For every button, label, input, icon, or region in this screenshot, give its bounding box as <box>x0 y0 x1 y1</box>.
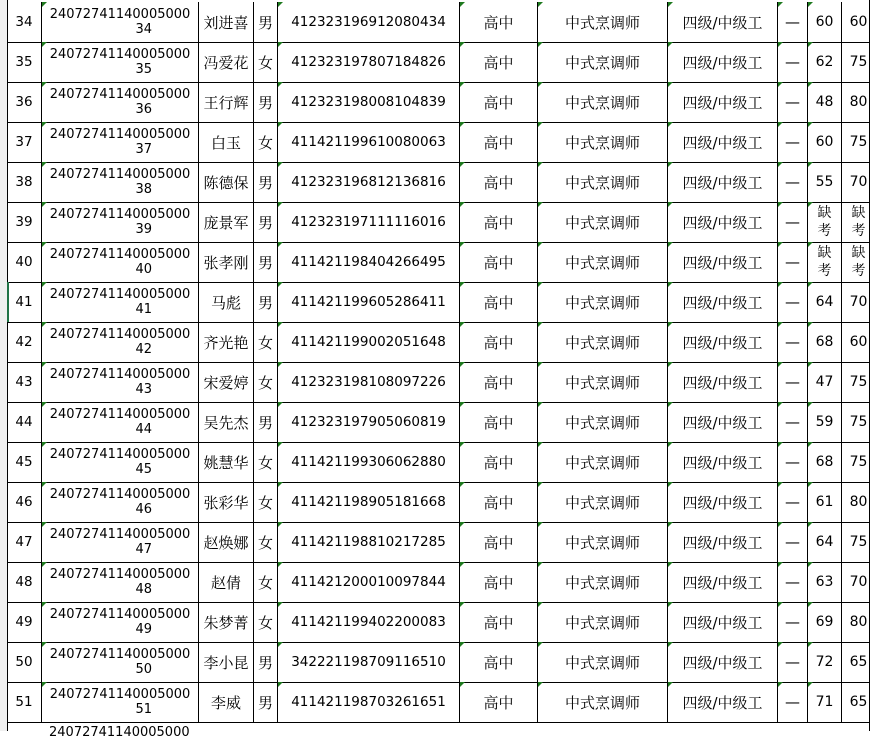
name-cell[interactable]: 吴先杰 <box>199 402 254 442</box>
name-cell[interactable]: 宋爱婷 <box>199 362 254 402</box>
score-theory-cell[interactable] <box>808 682 842 722</box>
level-cell[interactable]: 四级/中级工 <box>668 482 778 522</box>
registration-id-line2: 43 <box>135 382 152 397</box>
id-card-cell[interactable]: 411421198810217285 <box>278 522 460 562</box>
occupation-cell[interactable]: 中式烹调师 <box>538 402 668 442</box>
score-value: 75 <box>849 374 868 390</box>
id-card-cell[interactable]: 412323198008104839 <box>278 82 460 122</box>
score-value: 60 <box>815 14 834 30</box>
score-value: 55 <box>815 174 834 190</box>
dash-cell[interactable]: — <box>778 442 808 482</box>
dash-cell[interactable]: — <box>778 42 808 82</box>
registration-id-line2: 51 <box>135 702 152 717</box>
registration-id-line1: 24072741140005000 <box>49 7 191 22</box>
id-card-cell[interactable]: 412323197905060819 <box>278 402 460 442</box>
score-value: 60 <box>849 14 868 30</box>
gender-cell[interactable]: 男 <box>254 402 278 442</box>
score-value: 48 <box>815 94 834 110</box>
score-theory-cell[interactable] <box>808 642 842 682</box>
id-card-cell[interactable]: 411421199610080063 <box>278 122 460 162</box>
education-cell[interactable]: 高中 <box>460 2 538 42</box>
id-card-cell[interactable]: 412323198108097226 <box>278 362 460 402</box>
registration-id-cell[interactable] <box>42 402 199 442</box>
score-theory-cell[interactable] <box>808 562 842 602</box>
name-cell[interactable]: 李小昆 <box>199 642 254 682</box>
score-value: 60 <box>815 134 834 150</box>
score-theory-cell[interactable] <box>808 42 842 82</box>
name-cell[interactable]: 冯爱花 <box>199 42 254 82</box>
registration-id-line1: 24072741140005000 <box>49 207 191 222</box>
registration-id-line2: 44 <box>135 422 152 437</box>
registration-id-line2: 49 <box>135 622 152 637</box>
table-row[interactable] <box>7 402 869 443</box>
occupation-cell[interactable]: 中式烹调师 <box>538 202 668 242</box>
table-row[interactable] <box>7 562 869 603</box>
level-cell[interactable]: 四级/中级工 <box>668 322 778 362</box>
registration-id-line1: 24072741140005000 <box>49 567 191 582</box>
registration-id-line2: 50 <box>135 662 152 677</box>
partial-id-cell: 24072741140005000 <box>49 725 190 740</box>
score-value: 75 <box>849 534 868 550</box>
registration-id-line2: 40 <box>135 262 152 277</box>
score-value: 70 <box>849 294 868 310</box>
registration-id-line1: 24072741140005000 <box>49 447 191 462</box>
registration-id-line1: 24072741140005000 <box>49 167 191 182</box>
score-theory-cell[interactable] <box>808 322 842 362</box>
row-number-cell[interactable]: 40 <box>7 242 42 282</box>
score-value: 75 <box>849 134 868 150</box>
occupation-cell[interactable]: 中式烹调师 <box>538 2 668 42</box>
score-value: 80 <box>849 614 868 630</box>
name-cell[interactable]: 刘进喜 <box>199 2 254 42</box>
level-cell[interactable]: 四级/中级工 <box>668 162 778 202</box>
dash-cell[interactable]: — <box>778 162 808 202</box>
dash-cell[interactable]: — <box>778 602 808 642</box>
registration-id-cell[interactable] <box>42 562 199 602</box>
dash-cell[interactable]: — <box>778 202 808 242</box>
score-theory-cell[interactable] <box>808 242 842 282</box>
id-card-cell[interactable]: 411421199402200083 <box>278 602 460 642</box>
score-theory-cell[interactable] <box>808 122 842 162</box>
occupation-cell[interactable]: 中式烹调师 <box>538 482 668 522</box>
gender-cell[interactable]: 男 <box>254 642 278 682</box>
score-theory-cell[interactable] <box>808 362 842 402</box>
registration-id-line1: 24072741140005000 <box>49 87 191 102</box>
gender-cell[interactable]: 女 <box>254 602 278 642</box>
id-card-cell[interactable]: 412323197807184826 <box>278 42 460 82</box>
dash-cell[interactable]: — <box>778 122 808 162</box>
dash-cell[interactable]: — <box>778 682 808 722</box>
occupation-cell[interactable]: 中式烹调师 <box>538 42 668 82</box>
table-row[interactable] <box>7 162 869 203</box>
table-row[interactable] <box>7 682 869 723</box>
dash-cell[interactable]: — <box>778 482 808 522</box>
table-row[interactable] <box>7 322 869 363</box>
registration-id-line2: 39 <box>135 222 152 237</box>
registration-id-cell[interactable] <box>42 482 199 522</box>
name-cell[interactable]: 朱梦菁 <box>199 602 254 642</box>
id-card-cell[interactable]: 411421198905181668 <box>278 482 460 522</box>
occupation-cell[interactable]: 中式烹调师 <box>538 82 668 122</box>
score-value: 65 <box>849 694 868 710</box>
row-number-cell[interactable]: 46 <box>7 482 42 522</box>
dash-cell[interactable]: — <box>778 362 808 402</box>
registration-id-line2: 47 <box>135 542 152 557</box>
registration-id-line1: 24072741140005000 <box>49 247 191 262</box>
table-row[interactable] <box>7 202 869 243</box>
score-value: 缺 考 <box>851 205 866 239</box>
name-cell[interactable]: 姚慧华 <box>199 442 254 482</box>
registration-id-cell[interactable] <box>42 202 199 242</box>
occupation-cell[interactable]: 中式烹调师 <box>538 442 668 482</box>
level-cell[interactable]: 四级/中级工 <box>668 282 778 322</box>
score-theory-cell[interactable] <box>808 2 842 42</box>
id-card-cell[interactable]: 411421200010097844 <box>278 562 460 602</box>
registration-id-cell[interactable] <box>42 322 199 362</box>
id-card-cell[interactable]: 342221198709116510 <box>278 642 460 682</box>
row-number-cell[interactable]: 37 <box>7 122 42 162</box>
score-value: 68 <box>815 334 834 350</box>
score-value: 63 <box>815 574 834 590</box>
row-number-cell[interactable]: 42 <box>7 322 42 362</box>
level-cell[interactable]: 四级/中级工 <box>668 122 778 162</box>
row-number-cell[interactable]: 39 <box>7 202 42 242</box>
education-cell[interactable]: 高中 <box>460 42 538 82</box>
education-cell[interactable]: 高中 <box>460 602 538 642</box>
row-number-cell[interactable]: 44 <box>7 402 42 442</box>
gender-cell[interactable]: 女 <box>254 442 278 482</box>
registration-id-line1: 24072741140005000 <box>49 647 191 662</box>
level-cell[interactable]: 四级/中级工 <box>668 2 778 42</box>
score-value: 60 <box>849 334 868 350</box>
dash-cell[interactable]: — <box>778 242 808 282</box>
registration-id-cell[interactable] <box>42 682 199 722</box>
score-value: 62 <box>815 54 834 70</box>
table-row[interactable] <box>7 2 869 43</box>
gender-cell[interactable]: 男 <box>254 202 278 242</box>
id-card-cell[interactable]: 412323196912080434 <box>278 2 460 42</box>
score-value: 65 <box>849 654 868 670</box>
score-value: 80 <box>849 94 868 110</box>
row-number-cell[interactable]: 48 <box>7 562 42 602</box>
gender-cell[interactable]: 女 <box>254 122 278 162</box>
registration-id-cell[interactable] <box>42 642 199 682</box>
id-card-cell[interactable]: 411421199306062880 <box>278 442 460 482</box>
occupation-cell[interactable]: 中式烹调师 <box>538 282 668 322</box>
registration-id-line1: 24072741140005000 <box>49 407 191 422</box>
gender-cell[interactable]: 男 <box>254 82 278 122</box>
name-cell[interactable]: 李威 <box>199 682 254 722</box>
cut-off-column <box>869 0 885 731</box>
table-row[interactable] <box>7 602 869 643</box>
name-cell[interactable]: 赵焕娜 <box>199 522 254 562</box>
dash-cell[interactable]: — <box>778 402 808 442</box>
dash-cell[interactable]: — <box>778 2 808 42</box>
occupation-cell[interactable]: 中式烹调师 <box>538 602 668 642</box>
registration-id-cell[interactable] <box>42 522 199 562</box>
registration-id-cell[interactable] <box>42 442 199 482</box>
table-row[interactable] <box>7 42 869 83</box>
gender-cell[interactable]: 女 <box>254 522 278 562</box>
dash-cell[interactable]: — <box>778 562 808 602</box>
registration-id-line1: 24072741140005000 <box>49 527 191 542</box>
score-theory-cell[interactable] <box>808 282 842 322</box>
level-cell[interactable]: 四级/中级工 <box>668 602 778 642</box>
occupation-cell[interactable]: 中式烹调师 <box>538 642 668 682</box>
registration-id-line2: 45 <box>135 462 152 477</box>
row-number-cell[interactable]: 43 <box>7 362 42 402</box>
level-cell[interactable]: 四级/中级工 <box>668 642 778 682</box>
gender-cell[interactable]: 男 <box>254 2 278 42</box>
score-theory-cell[interactable] <box>808 522 842 562</box>
registration-id-line2: 35 <box>135 62 152 77</box>
level-cell[interactable]: 四级/中级工 <box>668 562 778 602</box>
score-value: 缺 考 <box>817 245 832 279</box>
score-value: 80 <box>849 494 868 510</box>
gender-cell[interactable]: 男 <box>254 242 278 282</box>
gender-cell[interactable]: 女 <box>254 42 278 82</box>
id-card-cell[interactable]: 412323197111116016 <box>278 202 460 242</box>
score-value: 缺 考 <box>817 205 832 239</box>
name-cell[interactable]: 陈德保 <box>199 162 254 202</box>
dash-cell[interactable]: — <box>778 642 808 682</box>
score-value: 61 <box>815 494 834 510</box>
table-row[interactable] <box>7 482 869 523</box>
score-value: 71 <box>815 694 834 710</box>
id-card-cell[interactable]: 411421198703261651 <box>278 682 460 722</box>
table-row[interactable] <box>7 362 869 403</box>
score-theory-cell[interactable] <box>808 82 842 122</box>
registration-id-cell[interactable] <box>42 42 199 82</box>
name-cell[interactable]: 马彪 <box>199 282 254 322</box>
table-row[interactable] <box>7 522 869 563</box>
table-row[interactable] <box>7 242 869 283</box>
level-cell[interactable]: 四级/中级工 <box>668 442 778 482</box>
education-cell[interactable]: 高中 <box>460 82 538 122</box>
dash-cell[interactable]: — <box>778 322 808 362</box>
occupation-cell[interactable]: 中式烹调师 <box>538 122 668 162</box>
education-cell[interactable]: 高中 <box>460 642 538 682</box>
registration-id-line2: 48 <box>135 582 152 597</box>
score-value: 69 <box>815 614 834 630</box>
registration-id-line1: 24072741140005000 <box>49 47 191 62</box>
gender-cell[interactable]: 女 <box>254 562 278 602</box>
row-number-cell[interactable]: 51 <box>7 682 42 722</box>
gender-cell[interactable]: 男 <box>254 682 278 722</box>
score-theory-cell[interactable] <box>808 482 842 522</box>
dash-cell[interactable]: — <box>778 82 808 122</box>
score-value: 64 <box>815 294 834 310</box>
name-cell[interactable]: 齐光艳 <box>199 322 254 362</box>
name-cell[interactable]: 张孝刚 <box>199 242 254 282</box>
score-value: 75 <box>849 414 868 430</box>
registration-id-cell[interactable] <box>42 82 199 122</box>
name-cell[interactable]: 白玉 <box>199 122 254 162</box>
occupation-cell[interactable]: 中式烹调师 <box>538 322 668 362</box>
row-number-cell[interactable]: 38 <box>7 162 42 202</box>
row-number-cell[interactable]: 50 <box>7 642 42 682</box>
registration-id-line1: 24072741140005000 <box>49 327 191 342</box>
level-cell[interactable]: 四级/中级工 <box>668 522 778 562</box>
row-number-cell[interactable]: 47 <box>7 522 42 562</box>
row-number-cell[interactable]: 35 <box>7 42 42 82</box>
table-row-partial[interactable] <box>7 722 869 740</box>
registration-id-line2: 34 <box>135 22 152 37</box>
education-cell[interactable]: 高中 <box>460 362 538 402</box>
score-value: 70 <box>849 574 868 590</box>
score-theory-cell[interactable] <box>808 442 842 482</box>
score-value: 47 <box>815 374 834 390</box>
level-cell[interactable]: 四级/中级工 <box>668 242 778 282</box>
dash-cell[interactable]: — <box>778 282 808 322</box>
occupation-cell[interactable]: 中式烹调师 <box>538 682 668 722</box>
registration-id-line2: 36 <box>135 102 152 117</box>
registration-id-line1: 24072741140005000 <box>49 687 191 702</box>
score-value: 75 <box>849 54 868 70</box>
registration-id-cell[interactable] <box>42 362 199 402</box>
gender-cell[interactable]: 男 <box>254 162 278 202</box>
education-cell[interactable]: 高中 <box>460 242 538 282</box>
registration-id-cell[interactable] <box>42 602 199 642</box>
registration-id-cell[interactable] <box>42 242 199 282</box>
registration-id-line2: 42 <box>135 342 152 357</box>
dash-cell[interactable]: — <box>778 522 808 562</box>
id-card-cell[interactable]: 411421198404266495 <box>278 242 460 282</box>
registration-id-line1: 24072741140005000 <box>49 287 191 302</box>
education-cell[interactable]: 高中 <box>460 442 538 482</box>
score-value: 59 <box>815 414 834 430</box>
name-cell[interactable]: 王行辉 <box>199 82 254 122</box>
row-number-cell[interactable]: 36 <box>7 82 42 122</box>
education-cell[interactable]: 高中 <box>460 322 538 362</box>
name-cell[interactable]: 庞景军 <box>199 202 254 242</box>
id-card-cell[interactable]: 411421199002051648 <box>278 322 460 362</box>
score-value: 68 <box>815 454 834 470</box>
level-cell[interactable]: 四级/中级工 <box>668 202 778 242</box>
row-number-cell[interactable]: 34 <box>7 2 42 42</box>
education-cell[interactable]: 高中 <box>460 402 538 442</box>
occupation-cell[interactable]: 中式烹调师 <box>538 562 668 602</box>
table-row[interactable] <box>7 82 869 123</box>
education-cell[interactable]: 高中 <box>460 282 538 322</box>
education-cell[interactable]: 高中 <box>460 122 538 162</box>
occupation-cell[interactable]: 中式烹调师 <box>538 242 668 282</box>
registration-id-line2: 38 <box>135 182 152 197</box>
id-card-cell[interactable]: 412323196812136816 <box>278 162 460 202</box>
occupation-cell[interactable]: 中式烹调师 <box>538 522 668 562</box>
table-row[interactable] <box>7 122 869 163</box>
education-cell[interactable]: 高中 <box>460 682 538 722</box>
gender-cell[interactable]: 女 <box>254 322 278 362</box>
row-number-cell[interactable]: 49 <box>7 602 42 642</box>
score-value: 缺 考 <box>851 245 866 279</box>
table-row[interactable] <box>7 442 869 483</box>
registration-id-line1: 24072741140005000 <box>49 127 191 142</box>
table-row[interactable] <box>7 282 869 323</box>
registration-id-cell[interactable] <box>42 282 199 322</box>
id-card-cell[interactable]: 411421199605286411 <box>278 282 460 322</box>
row-number-cell[interactable]: 41 <box>7 282 42 322</box>
table-row[interactable] <box>7 642 869 683</box>
level-cell[interactable]: 四级/中级工 <box>668 682 778 722</box>
education-cell[interactable]: 高中 <box>460 562 538 602</box>
registration-id-line1: 24072741140005000 <box>49 367 191 382</box>
gender-cell[interactable]: 男 <box>254 282 278 322</box>
occupation-cell[interactable]: 中式烹调师 <box>538 162 668 202</box>
level-cell[interactable]: 四级/中级工 <box>668 402 778 442</box>
row-number-cell[interactable]: 45 <box>7 442 42 482</box>
registration-id-cell[interactable] <box>42 2 199 42</box>
score-theory-cell[interactable] <box>808 402 842 442</box>
level-cell[interactable]: 四级/中级工 <box>668 42 778 82</box>
registration-id-line1: 24072741140005000 <box>49 487 191 502</box>
registration-id-line1: 24072741140005000 <box>49 607 191 622</box>
registration-id-line2: 41 <box>135 302 152 317</box>
education-cell[interactable]: 高中 <box>460 162 538 202</box>
registration-id-line2: 37 <box>135 142 152 157</box>
education-cell[interactable]: 高中 <box>460 202 538 242</box>
score-value: 64 <box>815 534 834 550</box>
registration-id-line2: 46 <box>135 502 152 517</box>
gender-cell[interactable]: 女 <box>254 362 278 402</box>
level-cell[interactable]: 四级/中级工 <box>668 362 778 402</box>
registration-id-cell[interactable] <box>42 122 199 162</box>
score-theory-cell[interactable] <box>808 202 842 242</box>
level-cell[interactable]: 四级/中级工 <box>668 82 778 122</box>
education-cell[interactable]: 高中 <box>460 482 538 522</box>
score-value: 70 <box>849 174 868 190</box>
score-theory-cell[interactable] <box>808 162 842 202</box>
name-cell[interactable]: 赵倩 <box>199 562 254 602</box>
score-theory-cell[interactable] <box>808 602 842 642</box>
gender-cell[interactable]: 女 <box>254 482 278 522</box>
occupation-cell[interactable]: 中式烹调师 <box>538 362 668 402</box>
name-cell[interactable]: 张彩华 <box>199 482 254 522</box>
education-cell[interactable]: 高中 <box>460 522 538 562</box>
registration-id-cell[interactable] <box>42 162 199 202</box>
score-value: 75 <box>849 454 868 470</box>
score-value: 72 <box>815 654 834 670</box>
